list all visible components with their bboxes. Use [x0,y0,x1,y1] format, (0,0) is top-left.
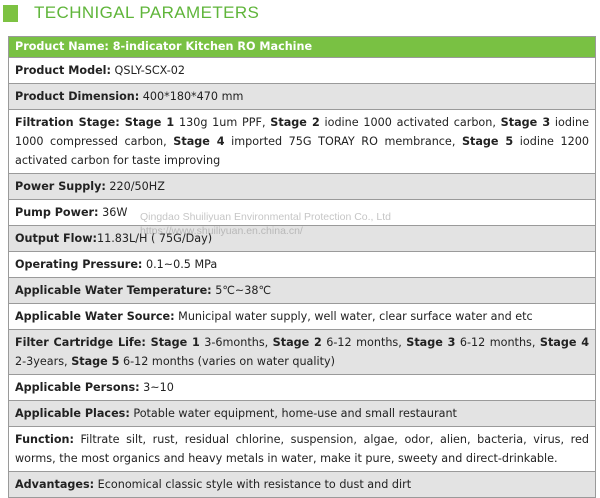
operating-pressure-value: 0.1~0.5 MPa [142,258,218,271]
row-product-name [9,37,595,57]
watermark-company: Qingdao Shuiliyuan Environmental Protection Co., Ltd [140,211,391,223]
cartridge-stage5-value: 6-12 months (varies on water quality) [119,355,335,368]
output-flow-value: 11.83L/H ( 75G/Day) [97,232,213,245]
filtration-stage4-value: imported 75G TORAY RO membrance, [224,135,462,148]
row-power-supply [9,173,595,199]
row-function [9,426,595,471]
row-operating-pressure [9,251,595,277]
filtration-stage5-key: Stage 5 [461,135,514,148]
water-source-label: Applicable Water Source: [15,310,175,323]
filtration-stage3-value: iodine 1000 compressed carbon, [15,116,590,148]
row-pump-power [9,199,595,225]
filtration-stage2-value: iodine 1000 activated carbon, [319,116,501,129]
advantages-label: Advantages: [15,478,95,491]
power-supply-value: 220/50HZ [105,180,165,193]
row-applicable-places [9,400,595,426]
watermark-url: https://www.shuiliyuan.en.china.cn/ [140,225,303,237]
row-product-model [9,57,595,83]
header-accent-bar [3,5,18,22]
advantages-value: Economical classic style with resistance to dust and dirt [94,478,412,491]
filtration-stage3-key: Stage 3 [500,116,551,129]
water-temperature-value: 5℃~38℃ [211,284,272,297]
pump-power-label: Pump Power: [15,206,99,219]
places-value: Potable water equipment, home-use and small restaurant [129,407,457,420]
cartridge-stage2-value: 6-12 months, [321,336,407,349]
places-label: Applicable Places: [15,407,130,420]
filtration-stage1-key: Stage 1 [119,116,175,129]
cartridge-stage1-value: 3-6months, [199,336,273,349]
filtration-stage5-value: iodine 1200 activated carbon for taste improving [15,135,589,167]
product-model-value: QSLY-SCX-02 [110,64,186,77]
row-output-flow [9,225,595,251]
persons-value: 3~10 [139,381,174,394]
product-model-label: Product Model: [15,64,111,77]
row-applicable-persons [9,374,595,400]
pump-power-value: 36W [98,206,128,219]
cartridge-life-label: Filter Cartridge Life: [15,336,146,349]
filtration-stage1-value: 130g 1um PPF, [174,116,271,129]
cartridge-stage1-key: Stage 1 [145,336,200,349]
output-flow-label: Output Flow: [15,232,98,245]
cartridge-stage3-key: Stage 3 [406,336,456,349]
function-label: Function: [15,433,74,446]
row-cartridge-life [9,329,595,374]
row-water-source [9,303,595,329]
section-title: TECHNIGAL PARAMETERS [34,3,260,22]
cartridge-stage3-value: 6-12 months, [455,336,540,349]
water-temperature-label: Applicable Water Temperature: [15,284,212,297]
function-value: Filtrate silt, rust, residual chlorine, suspension, algae, odor, alien, bacteria, virus, red worms, the most organics and heavy metals in water, make it pure, sweety and direct-drinkable. [15,433,589,465]
filtration-stage4-key: Stage 4 [173,135,225,148]
product-name-text: Product Name: 8-indicator Kitchen RO Machine [15,40,313,53]
row-filtration-stage [9,109,595,173]
product-dimension-label: Product Dimension: [15,90,140,103]
persons-label: Applicable Persons: [15,381,140,394]
row-advantages [9,471,595,497]
water-source-value: Municipal water supply, well water, clear surface water and etc [174,310,533,323]
filtration-stage2-key: Stage 2 [270,116,320,129]
cartridge-stage4-value: 2-3years, [15,355,72,368]
cartridge-stage5-key: Stage 5 [71,355,120,368]
row-water-temperature [9,277,595,303]
cartridge-stage4-key: Stage 4 [539,336,590,349]
power-supply-label: Power Supply: [15,180,106,193]
operating-pressure-label: Operating Pressure: [15,258,143,271]
section-header [0,0,600,28]
parameters-table [8,36,596,498]
cartridge-stage2-key: Stage 2 [272,336,322,349]
product-dimension-value: 400*180*470 mm [139,90,244,103]
row-product-dimension [9,83,595,109]
filtration-label: Filtration Stage: [15,116,120,129]
